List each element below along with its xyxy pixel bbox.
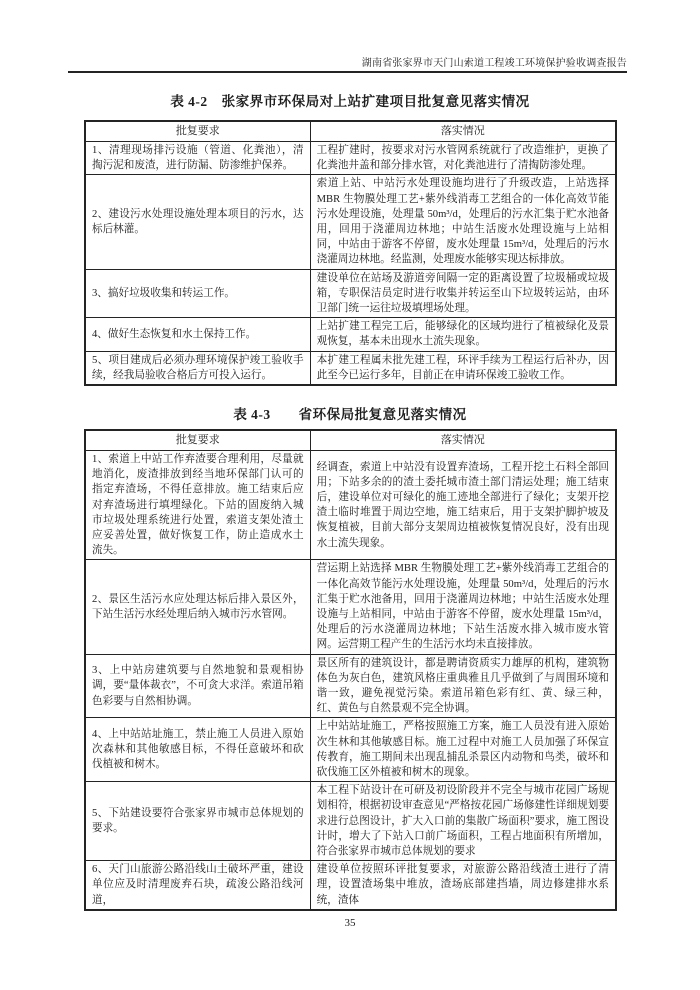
table-header-row (85, 430, 616, 451)
requirement-cell: 5、项目建成后必须办理环境保护竣工验收手续，经我局验收合格后方可投入运行。 (85, 351, 310, 385)
requirement-cell: 1、清理现场排污设施（管道、化粪池），清掏污泥和废渣，进行防漏、防渗维护保养。 (85, 142, 310, 175)
requirement-cell: 4、上中站站址施工，禁止施工人员进入原始次森林和其他敏感目标，不得任意破坏和砍伐植被和树木。 (85, 718, 310, 782)
table-row (85, 451, 616, 560)
status-cell: 建设单位按照环评批复要求，对旅游公路沿线渣土进行了清理，设置渣场集中堆放，渣场底部建挡墙，周边修建排水系统，渣体 (310, 861, 616, 910)
status-cell: 经调查，索道上中站没有设置弃渣场，工程开挖土石料全部回用；下站多余的的渣土委托城市渣土部门清运处理；施工结束后，建设单位对可绿化的施工迹地全部进行了绿化；支架开挖渣土临时堆置于周边空地，施工结束后，用于支架护脚护坡及恢复植被，目前大部分支架周边植被恢复情况良好，没有出现水土流失现象。 (310, 451, 616, 560)
table-header-row (85, 121, 616, 142)
requirement-cell: 1、索道上中站工作弃渣要合理利用，尽量就地消化，废渣排放到经当地环保部门认可的指定弃渣场，不得任意排放。施工结束后应对弃渣场进行填埋绿化。下站的固废纳入城市垃圾处理系统进行处置，索道支架处渣土应妥善处置，做好恢复工作，防止造成水土流失。 (85, 451, 310, 560)
table-row (85, 351, 616, 385)
page-number: 35 (344, 917, 356, 929)
status-cell: 上站扩建工程完工后，能够绿化的区域均进行了植被绿化及景观恢复，基本未出现水土流失现象。 (310, 318, 616, 351)
status-cell: 营运期上站选择 MBR 生物膜处理工艺+紫外线消毒工艺组合的一体化高效节能污水处理设施，处理量 50m³/d，处理后的污水汇集于贮水池备用，回用于浇灌周边林地；中站生活废水处理设施与上站相同，中站由于游客不停留，废水处理量 15m³/d，处理后的污水浇灌周边林地；下站生活废水排入城市废水管网。运营期工程产生的生活污水均未直接排放。 (310, 560, 616, 654)
requirement-cell: 6、天门山旅游公路沿线山土破坏严重，建设单位应及时清理废弃石块，疏浚公路沿线河道， (85, 861, 310, 910)
requirement-cell: 3、上中站房建筑要与自然地貌和景观相协调，要“量体裁衣”，不可贪大求洋。索道吊箱色彩要与自然相协调。 (85, 654, 310, 718)
requirement-cell: 3、搞好垃圾收集和转运工作。 (85, 269, 310, 318)
table-row (85, 318, 616, 351)
table-row (85, 560, 616, 654)
column-header-requirement: 批复要求 (85, 430, 310, 451)
table-4-2-title: 表 4-2 张家界市环保局对上站扩建项目批复意见落实情况 (170, 94, 530, 109)
table-row (85, 142, 616, 175)
table-row (85, 654, 616, 718)
status-cell: 建设单位在站场及游道旁间隔一定的距离设置了垃圾桶或垃圾箱，专职保洁员定时进行收集并转运至山下垃圾转运站，由环卫部门统一运往垃圾填埋场处理。 (310, 269, 616, 318)
column-header-status: 落实情况 (310, 430, 616, 451)
table-4-3-title: 表 4-3 省环保局批复意见落实情况 (233, 407, 467, 422)
column-header-requirement: 批复要求 (85, 121, 310, 142)
table-row (85, 269, 616, 318)
requirement-cell: 2、景区生活污水应处理达标后排入景区外，下站生活污水经处理后纳入城市污水管网。 (85, 560, 310, 654)
table-row (85, 782, 616, 861)
status-cell: 本工程下站设计在可研及初设阶段并不完全与城市花园广场规划相符，根据初设审查意见“严格按花园广场修建性详细规划要求进行总图设计，扩大入口前的集散广场面积”要求，施工图设计时，增大了下站入口前广场面积，工程占地面积有所增加，符合张家界市城市总体规划的要求 (310, 782, 616, 861)
table-row (85, 175, 616, 269)
status-cell: 景区所有的建筑设计，都是聘请资质实力雄厚的机构，建筑物体色为灰白色，建筑风格庄重典雅且几乎做到了与周围环境和谐一致，避免视觉污染。索道吊箱色彩有红、黄、绿三种，红、黄色与自然景观不完全协调。 (310, 654, 616, 718)
requirement-cell: 5、下站建设要符合张家界市城市总体规划的要求。 (85, 782, 310, 861)
status-cell: 本扩建工程属未批先建工程，环评手续为工程运行后补办，因此至今已运行多年，目前正在申请环保竣工验收工作。 (310, 351, 616, 385)
status-cell: 上中站站址施工，严格按照施工方案，施工人员没有进入原始次生林和其他敏感目标。施工过程中对施工人员加强了环保宣传教育，施工期间未出现乱捕乱杀景区内动物和鸟类，破坏和砍伐施工区外植被和树木的现象。 (310, 718, 616, 782)
status-cell: 工程扩建时，按要求对污水管网系统就行了改造维护，更换了化粪池井盖和部分排水管，对化粪池进行了清掏防渗处理。 (310, 142, 616, 175)
running-header: 湖南省张家界市天门山索道工程竣工环境保护验收调查报告 (361, 58, 627, 69)
requirement-cell: 2、建设污水处理设施处理本项目的污水，达标后林灌。 (85, 175, 310, 269)
table-row (85, 718, 616, 782)
table-4-2 (84, 120, 617, 386)
requirement-cell: 4、做好生态恢复和水土保持工作。 (85, 318, 310, 351)
table-4-3 (84, 429, 617, 911)
header-rule (68, 71, 627, 73)
table-row (85, 861, 616, 910)
status-cell: 索道上站、中站污水处理设施均进行了升级改造，上站选择 MBR 生物膜处理工艺+紫外线消毒工艺组合的一体化高效节能污水处理设施，处理量 50m³/d，处理后的污水汇集于贮水池备用，回用于浇灌周边林地；中站生活废水处理设施与上站相同，中站由于游客不停留，废水处理量 15m³/d，处理后的污水浇灌周边林地。经监测，处理废水能够实现达标排放。 (310, 175, 616, 269)
column-header-status: 落实情况 (310, 121, 616, 142)
